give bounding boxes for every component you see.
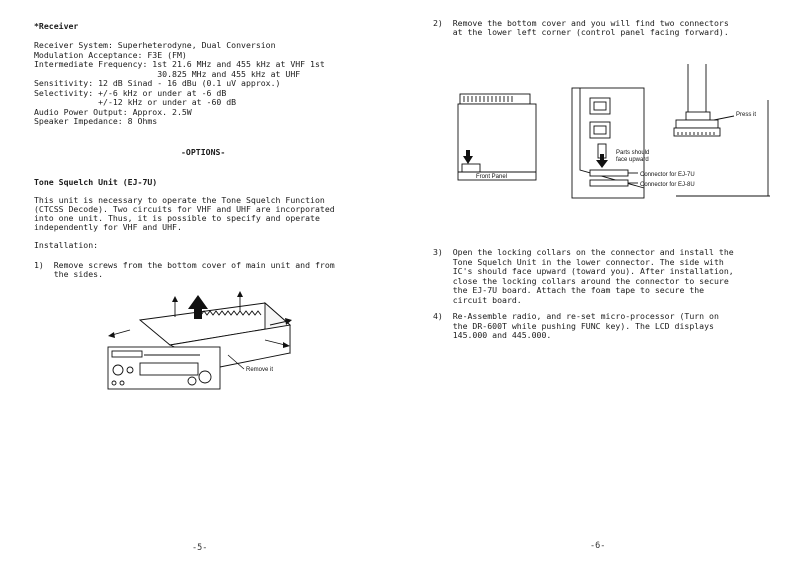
step-3-line: IC's should face upward (toward you). After installation,: [433, 266, 734, 276]
step-3-line: Tone Squelch Unit in the lower connector. The side with: [433, 256, 724, 267]
front-panel-label: Front Panel: [476, 174, 508, 180]
paragraph-line: independently for VHF and UHF.: [34, 222, 182, 232]
press-it-label: Press it: [736, 112, 757, 118]
spec-line: Receiver System: Superheterodyne, Dual Conversion: [34, 40, 276, 50]
page-number-6: -6-: [590, 540, 606, 551]
receiver-heading: *Receiver: [34, 21, 79, 31]
spec-line: Intermediate Frequency: 1st 21.6 MHz and 455 kHz at VHF 1st: [34, 59, 325, 69]
spec-line: Sensitivity: 12 dB Sinad - 16 dBu (0.1 uV approx.): [34, 78, 281, 88]
step-1-line: 1) Remove screws from the bottom cover of main unit and from: [34, 260, 335, 270]
connector-ej7u-label: Connector for EJ-7U: [640, 172, 695, 178]
connector-location-figure: [450, 60, 780, 200]
step-1-line: the sides.: [34, 269, 104, 279]
parts-should-label: Parts should: [616, 150, 650, 156]
step-2-line: at the lower left corner (control panel facing forward).: [433, 27, 729, 37]
connector-ej8u-label: Connector for EJ-8U: [640, 182, 695, 188]
spec-line: Selectivity: +/-6 kHz or under at -6 dB: [34, 87, 227, 98]
step-3-line: close the locking collars around the connector to secure: [433, 275, 729, 286]
step-3-line: 3) Open the locking collars on the connector and install the: [433, 247, 734, 257]
page-number-5: -5-: [192, 542, 208, 553]
options-heading: -OPTIONS-: [181, 147, 226, 157]
step-4-line: 4) Re-Assemble radio, and re-set micro-processor (Turn on: [433, 311, 719, 321]
step-3-line: the EJ-7U board. Attach the foam tape to secure the: [433, 285, 705, 295]
step-4-line: 145.000 and 445.000.: [433, 330, 552, 340]
face-upward-label: face upward: [616, 157, 649, 163]
remove-it-label: Remove it: [246, 367, 274, 373]
paragraph-line: (CTCSS Decode). Two circuits for VHF and UHF are incorporated: [34, 204, 335, 214]
spec-line: Speaker Impedance: 8 Ohms: [34, 116, 158, 126]
spec-line: 30.825 MHz and 455 kHz at UHF: [34, 68, 301, 79]
step-4-line: the DR-600T while pushing FUNC key). The LCD displays: [433, 320, 714, 331]
step-2-line: 2) Remove the bottom cover and you will find two connectors: [433, 18, 729, 28]
tone-squelch-heading: Tone Squelch Unit (EJ-7U): [34, 177, 158, 187]
spec-line: +/-12 kHz or under at -60 dB: [34, 97, 237, 107]
step-3-line: circuit board.: [433, 294, 522, 305]
installation-heading: Installation:: [34, 240, 99, 250]
paragraph-line: into one unit. Thus, it is possible to specify and operate: [34, 213, 320, 223]
paragraph-line: This unit is necessary to operate the Tone Squelch Function: [34, 195, 325, 205]
spec-line: Audio Power Output: Approx. 2.5W: [34, 106, 192, 117]
spec-line: Modulation Acceptance: F3E (FM): [34, 49, 187, 60]
remove-cover-figure: [100, 285, 300, 405]
